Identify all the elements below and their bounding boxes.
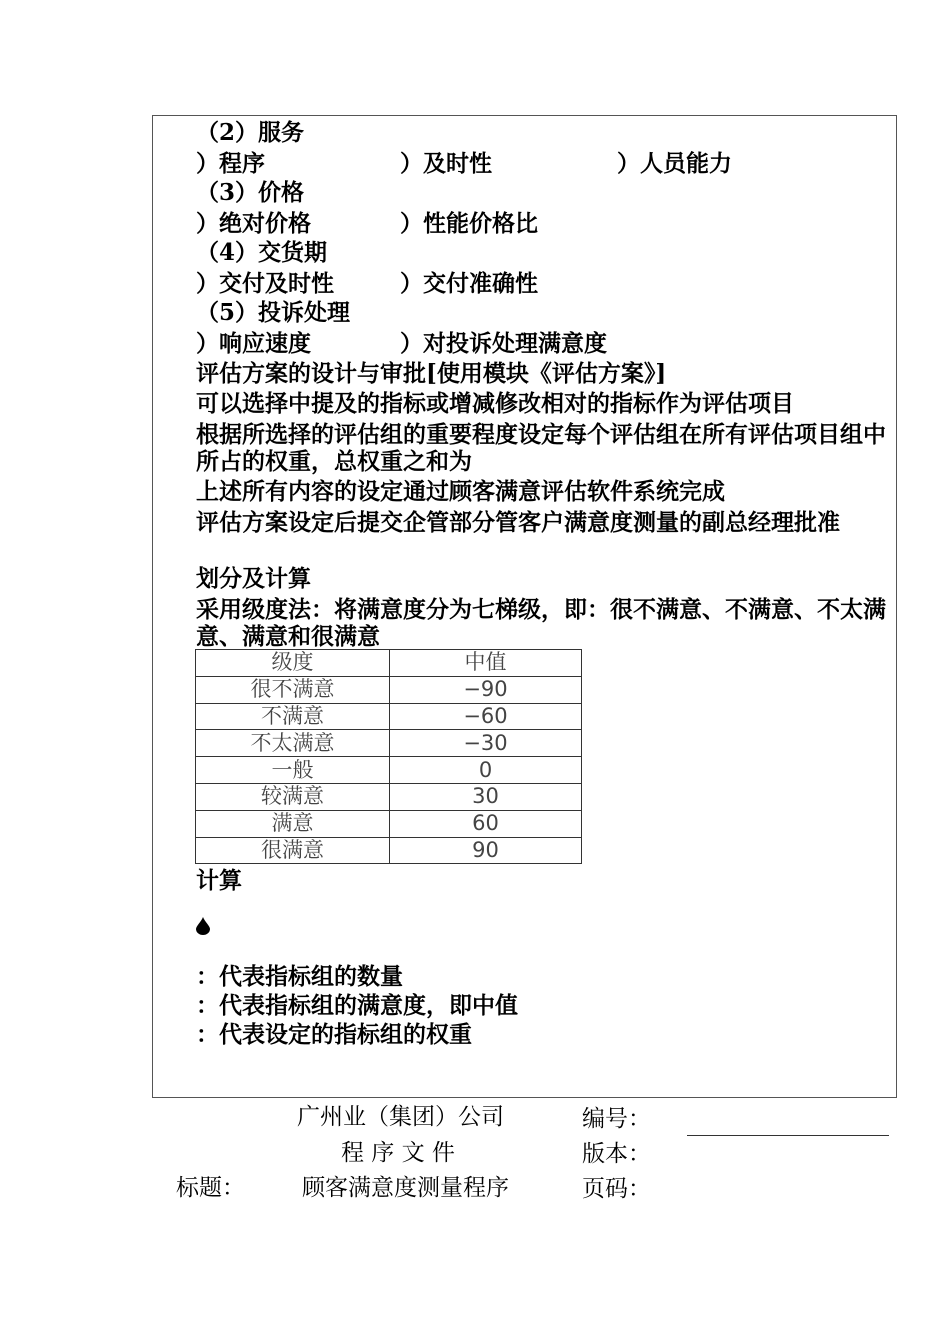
paragraph: 评估方案的设计与审批[使用模块《评估方案》] — [196, 360, 667, 387]
value-cell: 90 — [390, 837, 582, 864]
delivery-item: ）交付及时性 — [196, 270, 334, 297]
paragraph: 划分及计算 — [196, 565, 311, 592]
price-item: ）绝对价格 — [196, 210, 311, 237]
value-cell: 0 — [390, 757, 582, 784]
page-label: 页码： — [582, 1176, 651, 1202]
column-header: 级度 — [196, 650, 390, 677]
table-row — [196, 837, 582, 864]
legend-item: ：代表指标组的满意度，即中值 — [196, 992, 518, 1019]
paragraph: 评估方案设定后提交企管部分管客户满意度测量的副总经理批准 — [196, 509, 840, 536]
title-label: 标题： — [176, 1175, 245, 1201]
grade-table — [195, 649, 582, 864]
complaint-item: ）对投诉处理满意度 — [400, 330, 607, 357]
table-row — [196, 730, 582, 757]
paragraph: 采用级度法：将满意度分为七梯级，即：很不满意、不满意、不太满意、满意和很满意 — [196, 596, 886, 650]
value-cell: −60 — [390, 703, 582, 730]
column-header: 中值 — [390, 650, 582, 677]
grade-cell: 满意 — [196, 810, 390, 837]
paragraph: 上述所有内容的设定通过顾客满意评估软件系统完成 — [196, 478, 725, 505]
grade-cell: 不太满意 — [196, 730, 390, 757]
service-heading: （2）服务 — [196, 119, 305, 146]
legend-item: ：代表指标组的数量 — [196, 963, 403, 990]
complaint-heading: （5）投诉处理 — [196, 299, 351, 326]
paragraph: 根据所选择的评估组的重要程度设定每个评估组在所有评估项目组中所占的权重，总权重之和为 — [196, 421, 886, 475]
grade-cell: 一般 — [196, 757, 390, 784]
number-label: 编号： — [582, 1106, 651, 1132]
version-label: 版本： — [582, 1141, 651, 1167]
table-row — [196, 676, 582, 703]
delivery-heading: （4）交货期 — [196, 239, 328, 266]
doc-title: 顾客满意度测量程序 — [302, 1175, 509, 1201]
table-header-row — [196, 650, 582, 677]
service-item: ）程序 — [196, 150, 265, 177]
paragraph: 可以选择中提及的指标或增减修改相对的指标作为评估项目 — [196, 390, 794, 417]
grade-cell: 较满意 — [196, 783, 390, 810]
doc-type: 程 序 文 件 — [341, 1140, 455, 1166]
calc-label: 计算 — [196, 867, 242, 894]
value-cell: 60 — [390, 810, 582, 837]
table-row — [196, 783, 582, 810]
grade-cell: 不满意 — [196, 703, 390, 730]
delivery-item: ）交付准确性 — [400, 270, 538, 297]
value-cell: −90 — [390, 676, 582, 703]
legend-item: ：代表设定的指标组的权重 — [196, 1021, 472, 1048]
droplet-bullet-icon — [196, 917, 210, 935]
price-heading: （3）价格 — [196, 179, 305, 206]
table-row — [196, 810, 582, 837]
grade-cell: 很满意 — [196, 837, 390, 864]
number-underline — [687, 1135, 889, 1136]
complaint-item: ）响应速度 — [196, 330, 311, 357]
value-cell: −30 — [390, 730, 582, 757]
table-row — [196, 703, 582, 730]
price-item: ）性能价格比 — [400, 210, 538, 237]
grade-cell: 很不满意 — [196, 676, 390, 703]
service-item: ）及时性 — [400, 150, 492, 177]
service-item: ）人员能力 — [617, 150, 732, 177]
value-cell: 30 — [390, 783, 582, 810]
company-name: 广州业（集团）公司 — [297, 1104, 504, 1130]
table-row — [196, 757, 582, 784]
